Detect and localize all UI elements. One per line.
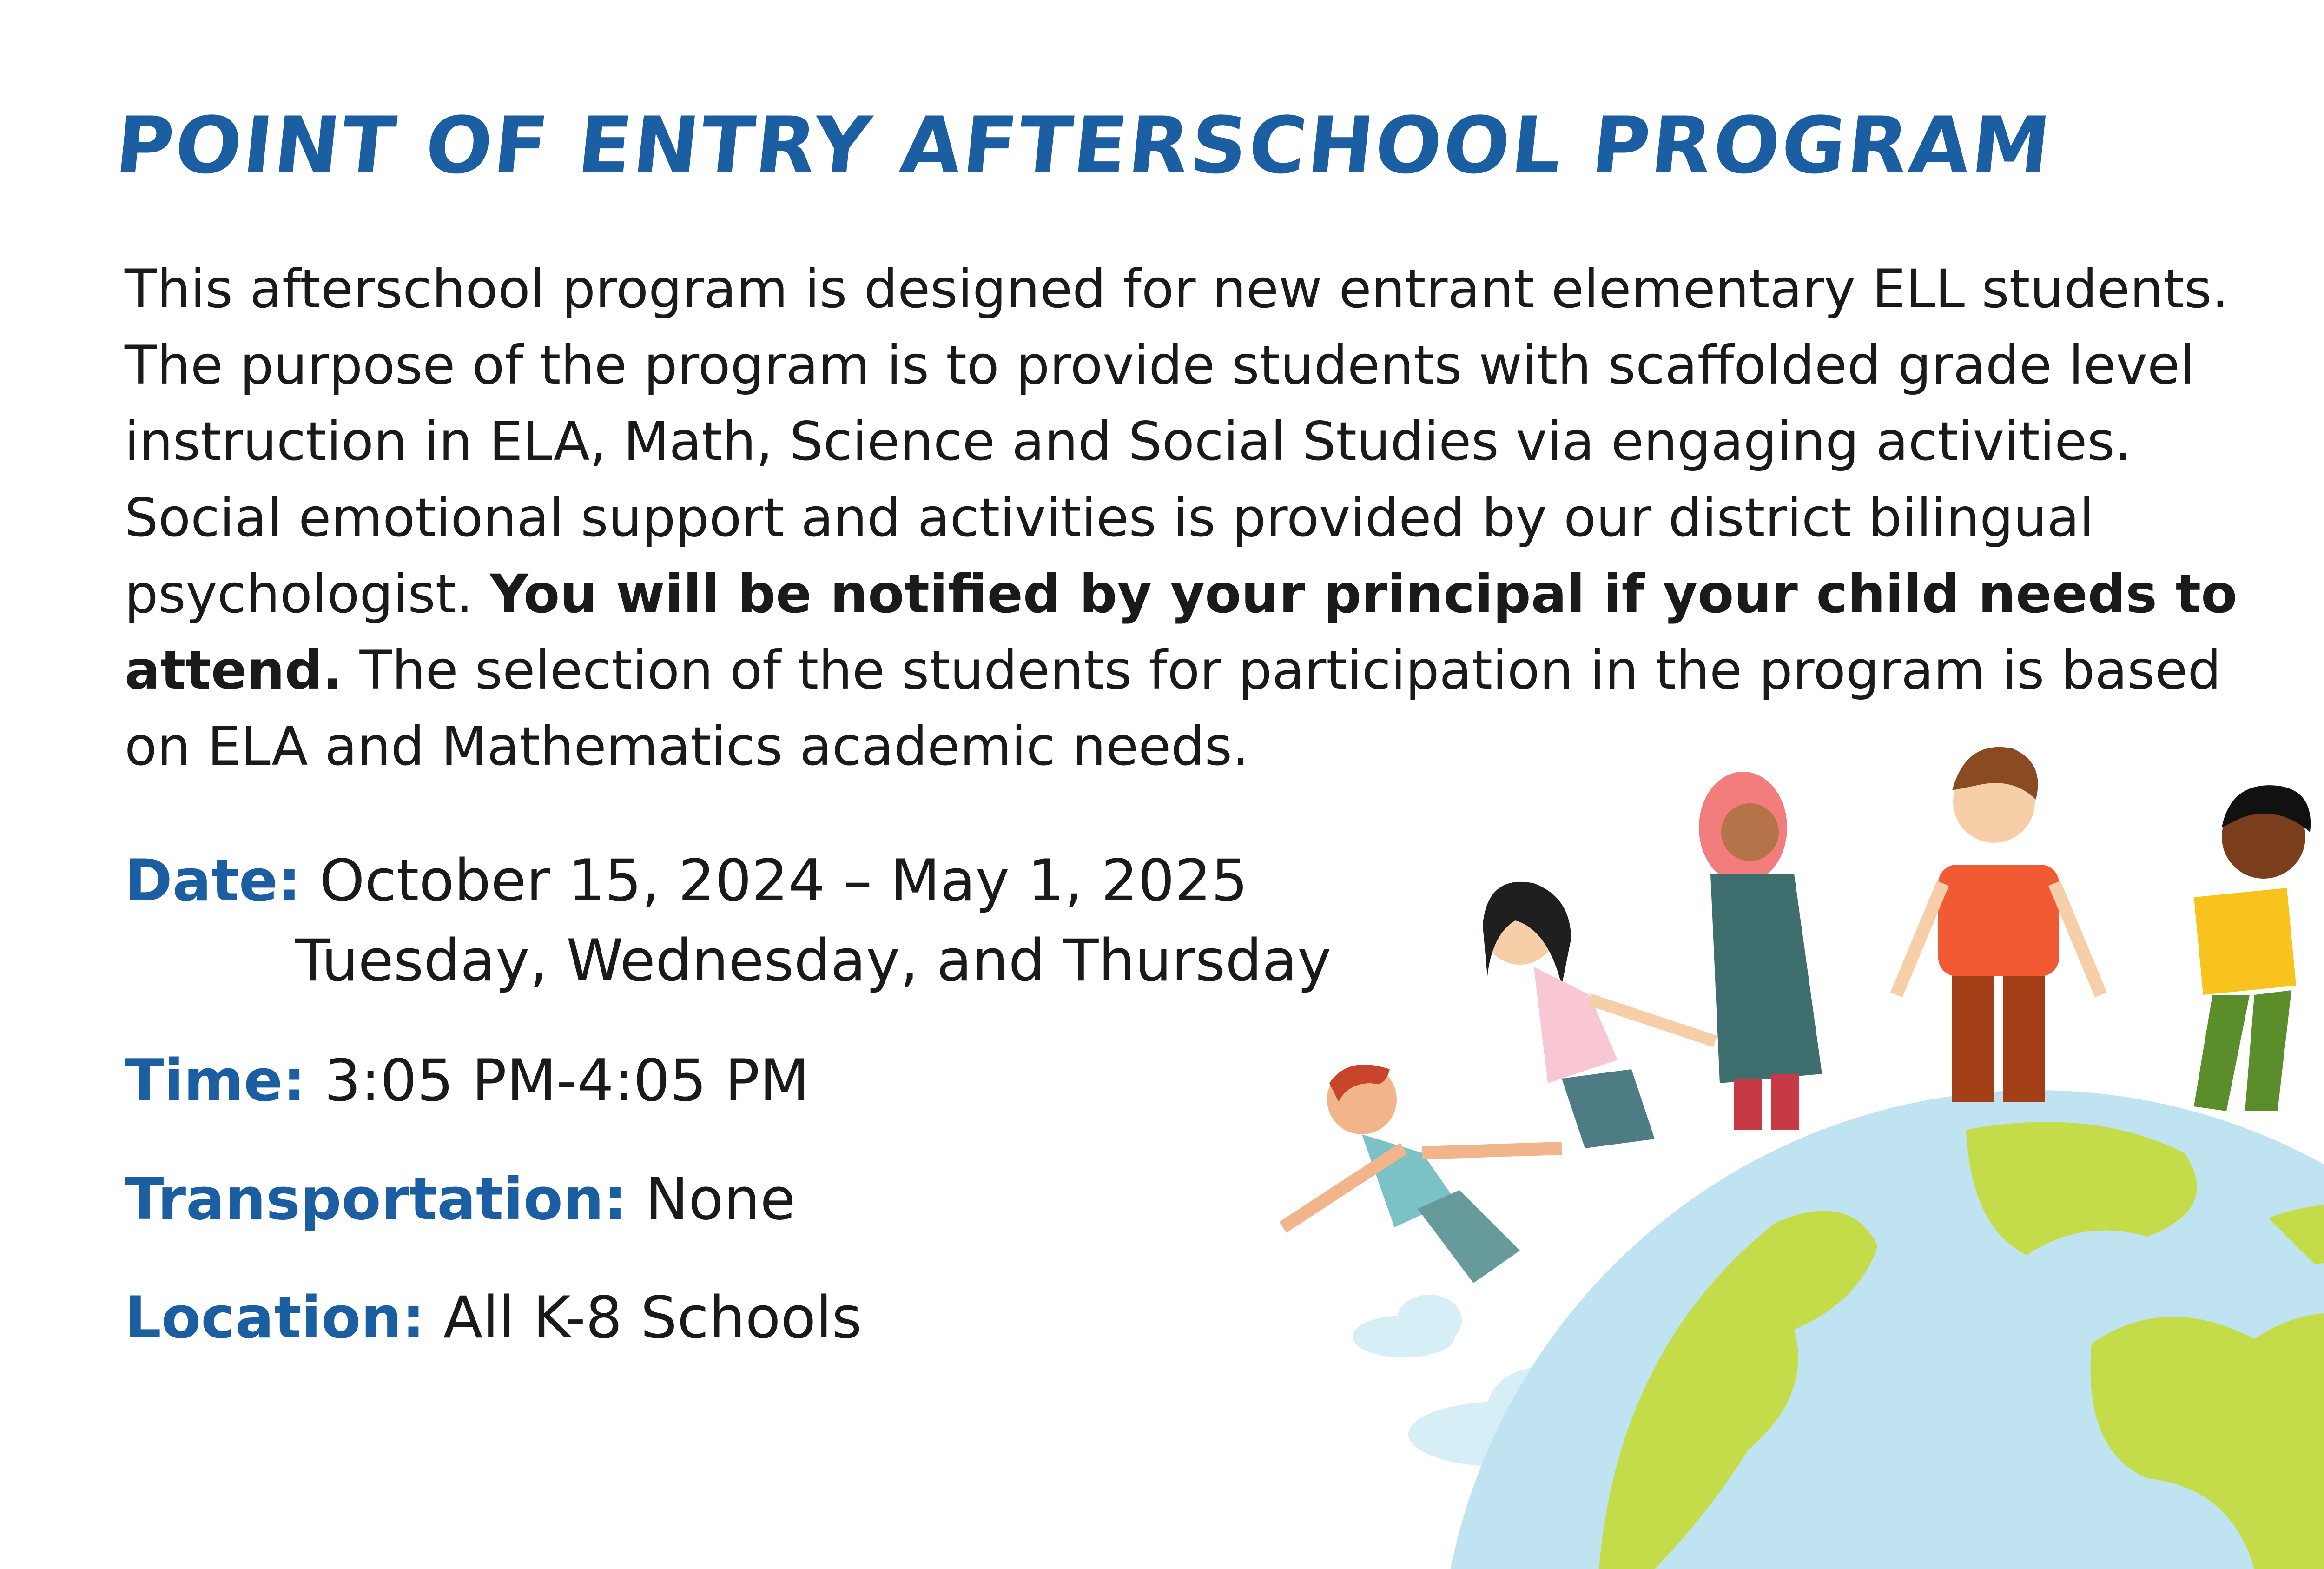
date-label: Date: [125, 847, 301, 914]
time-value: 3:05 PM-4:05 PM [324, 1047, 810, 1114]
child-figure-3 [1699, 772, 1822, 1130]
time-label: Time: [125, 1047, 306, 1114]
transportation-value: None [645, 1166, 796, 1233]
page-title: POINT OF ENTRY AFTERSCHOOL PROGRAM [111, 100, 2057, 191]
child-figure-1 [1283, 1065, 1562, 1283]
transportation-label: Transportation: [125, 1166, 627, 1233]
location-row [125, 1283, 862, 1353]
children-globe-illustration [1232, 716, 2324, 1569]
child-figure-4 [1896, 747, 2101, 1102]
globe-icon [1439, 1090, 2324, 1569]
transportation-row [125, 1165, 796, 1234]
child-figure-2 [1483, 882, 1715, 1148]
location-label: Location: [125, 1284, 425, 1351]
child-figure-5 [2194, 785, 2311, 1111]
location-value: All K-8 Schools [443, 1284, 862, 1351]
description-bold-notice: You will be notified by your principal if your child needs to attend. [125, 563, 2238, 701]
date-value: October 15, 2024 – May 1, 2025 [319, 847, 1248, 914]
description-part-1: This afterschool program is designed for new entrant elementary ELL students. The purpose of the program is to provide students with scaffolded grade level instruction in ELA, Math, Science and Social Studies via engaging activities. Social emotional support and activities is provided by our district bilingual psychologist. [125, 258, 2229, 625]
program-description [125, 251, 2272, 785]
time-row [125, 1046, 809, 1116]
description-part-2: The selection of the students for participation in the program is based on ELA and Mathematics academic needs. [125, 639, 2221, 777]
date-row [125, 846, 1248, 916]
days-value: Tuesday, Wednesday, and Thursday [295, 927, 1332, 994]
